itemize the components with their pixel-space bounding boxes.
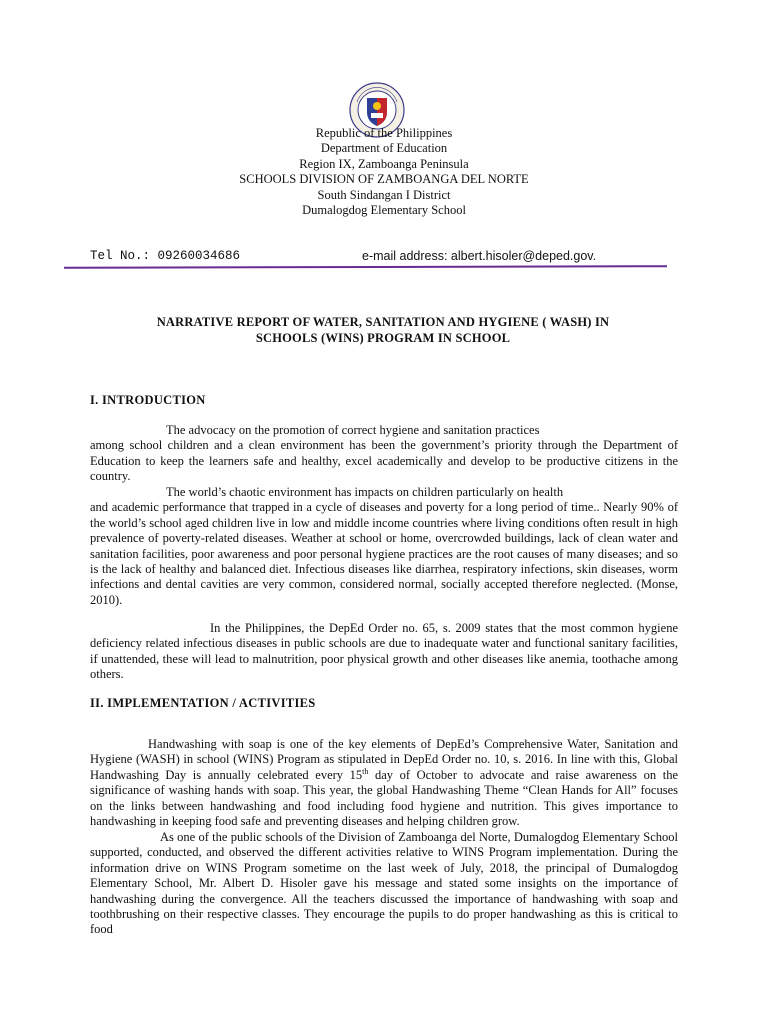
paragraph-handwashing-part-1: Handwashing with soap is one of the key elements of DepEd’s Comprehensive Water, Sanitation and Hygiene (WASH) in school (WINS) Program as stipulated in DepEd Order no. 10, s. 2016. In line with this, Global Handwashing Day is annually celebrated every 15 — [90, 737, 678, 782]
email-address: e-mail address: albert.hisoler@deped.gov. — [362, 249, 597, 263]
telephone-number: Tel No.: 09260034686 — [90, 249, 241, 263]
paragraph-dumalogdog: As one of the public schools of the Division of Zamboanga del Norte, Dumalogdog Elementary School supported, conducted, and observed the different activities relative to WINS Program implementation. During the information drive on WINS Program sometime on the last week of July, 2018, the principal of Dumalogdog Elementary School, Mr. Albert D. Hisoler gave his message and stated some insights on the importance of handwashing during the convergence. All the teachers discussed the importance of handwashing with soap and toothbrushing on their respective classes. They encourage the pupils to do proper handwashing as this is critical to food — [90, 830, 678, 937]
report-title — [80, 314, 686, 346]
paragraph-philippines: In the Philippines, the DepEd Order no. 65, s. 2009 states that the most common hygiene deficiency related infectious diseases in public schools are due to inadequate water and functional sanitary facilities, if unattended, these will lead to malnutrition, poor physical growth and other diseases like anemia, toothache among others. — [90, 621, 678, 682]
paragraph-advocacy — [90, 423, 678, 485]
letterhead-line-region: Region IX, Zamboanga Peninsula — [299, 156, 469, 171]
letterhead-line-country: Republic of the Philippines — [315, 126, 453, 140]
letterhead — [0, 126, 768, 218]
section-heading-implementation: II. IMPLEMENTATION / ACTIVITIES — [90, 696, 316, 710]
letterhead-line-district: South Sindangan I District — [317, 187, 451, 202]
paragraph-handwashing-part-2: day of October to advocate and raise awareness on the significance of washing hands with soap. This year, the global Handwashing Theme “Clean Hands for All” focuses on the links between handwashing and food including food hygiene and nutrition. This gives importance to handwashing in keeping food safe and preventing diseases and helping children grow. — [90, 767, 678, 829]
report-title-line-2: SCHOOLS (WINS) PROGRAM IN SCHOOL — [255, 331, 511, 345]
paragraph-handwashing — [90, 737, 678, 829]
paragraph-world-environment-first-line: The world’s chaotic environment has impacts on children particularly on health — [166, 485, 564, 499]
report-title-line-1: NARRATIVE REPORT OF WATER, SANITATION AND HYGIENE ( WASH) IN — [156, 315, 610, 329]
paragraph-advocacy-body: among school children and a clean environment has been the government’s priority through the Department of Education to keep the learners safe and healthy, excel academically and develop to be productive citizens in the country. — [90, 438, 678, 484]
paragraph-world-environment — [90, 485, 678, 608]
letterhead-line-division: SCHOOLS DIVISION OF ZAMBOANGA DEL NORTE — [239, 172, 529, 187]
letterhead-line-school: Dumalogdog Elementary School — [302, 203, 466, 218]
section-heading-introduction: I. INTRODUCTION — [90, 393, 206, 407]
ordinal-suffix: th — [362, 766, 369, 776]
paragraph-world-environment-body: and academic performance that trapped in a cycle of diseases and poverty for a long period of time.. Nearly 90% of the world’s school aged children live in low and middle income countries where living conditions often result in high prevalence of poverty-related diseases. Weather at school or home, overcrowded buildings, lack of clean water and sanitation facilities, poor awareness and poor personal hygiene practices are the root causes of many diseases; and so is the lack of healthy and balanced diet. Infectious diseases like diarrhea, respiratory infections, skin diseases, worm infections and dental cavities are very common, considered normal, socially accepted therefore neglected. (Monse, 2010). — [90, 500, 678, 607]
paragraph-advocacy-first-line: The advocacy on the promotion of correct hygiene and sanitation practices — [166, 423, 540, 437]
header-divider — [64, 265, 667, 269]
letterhead-line-department: Department of Education — [320, 141, 448, 156]
